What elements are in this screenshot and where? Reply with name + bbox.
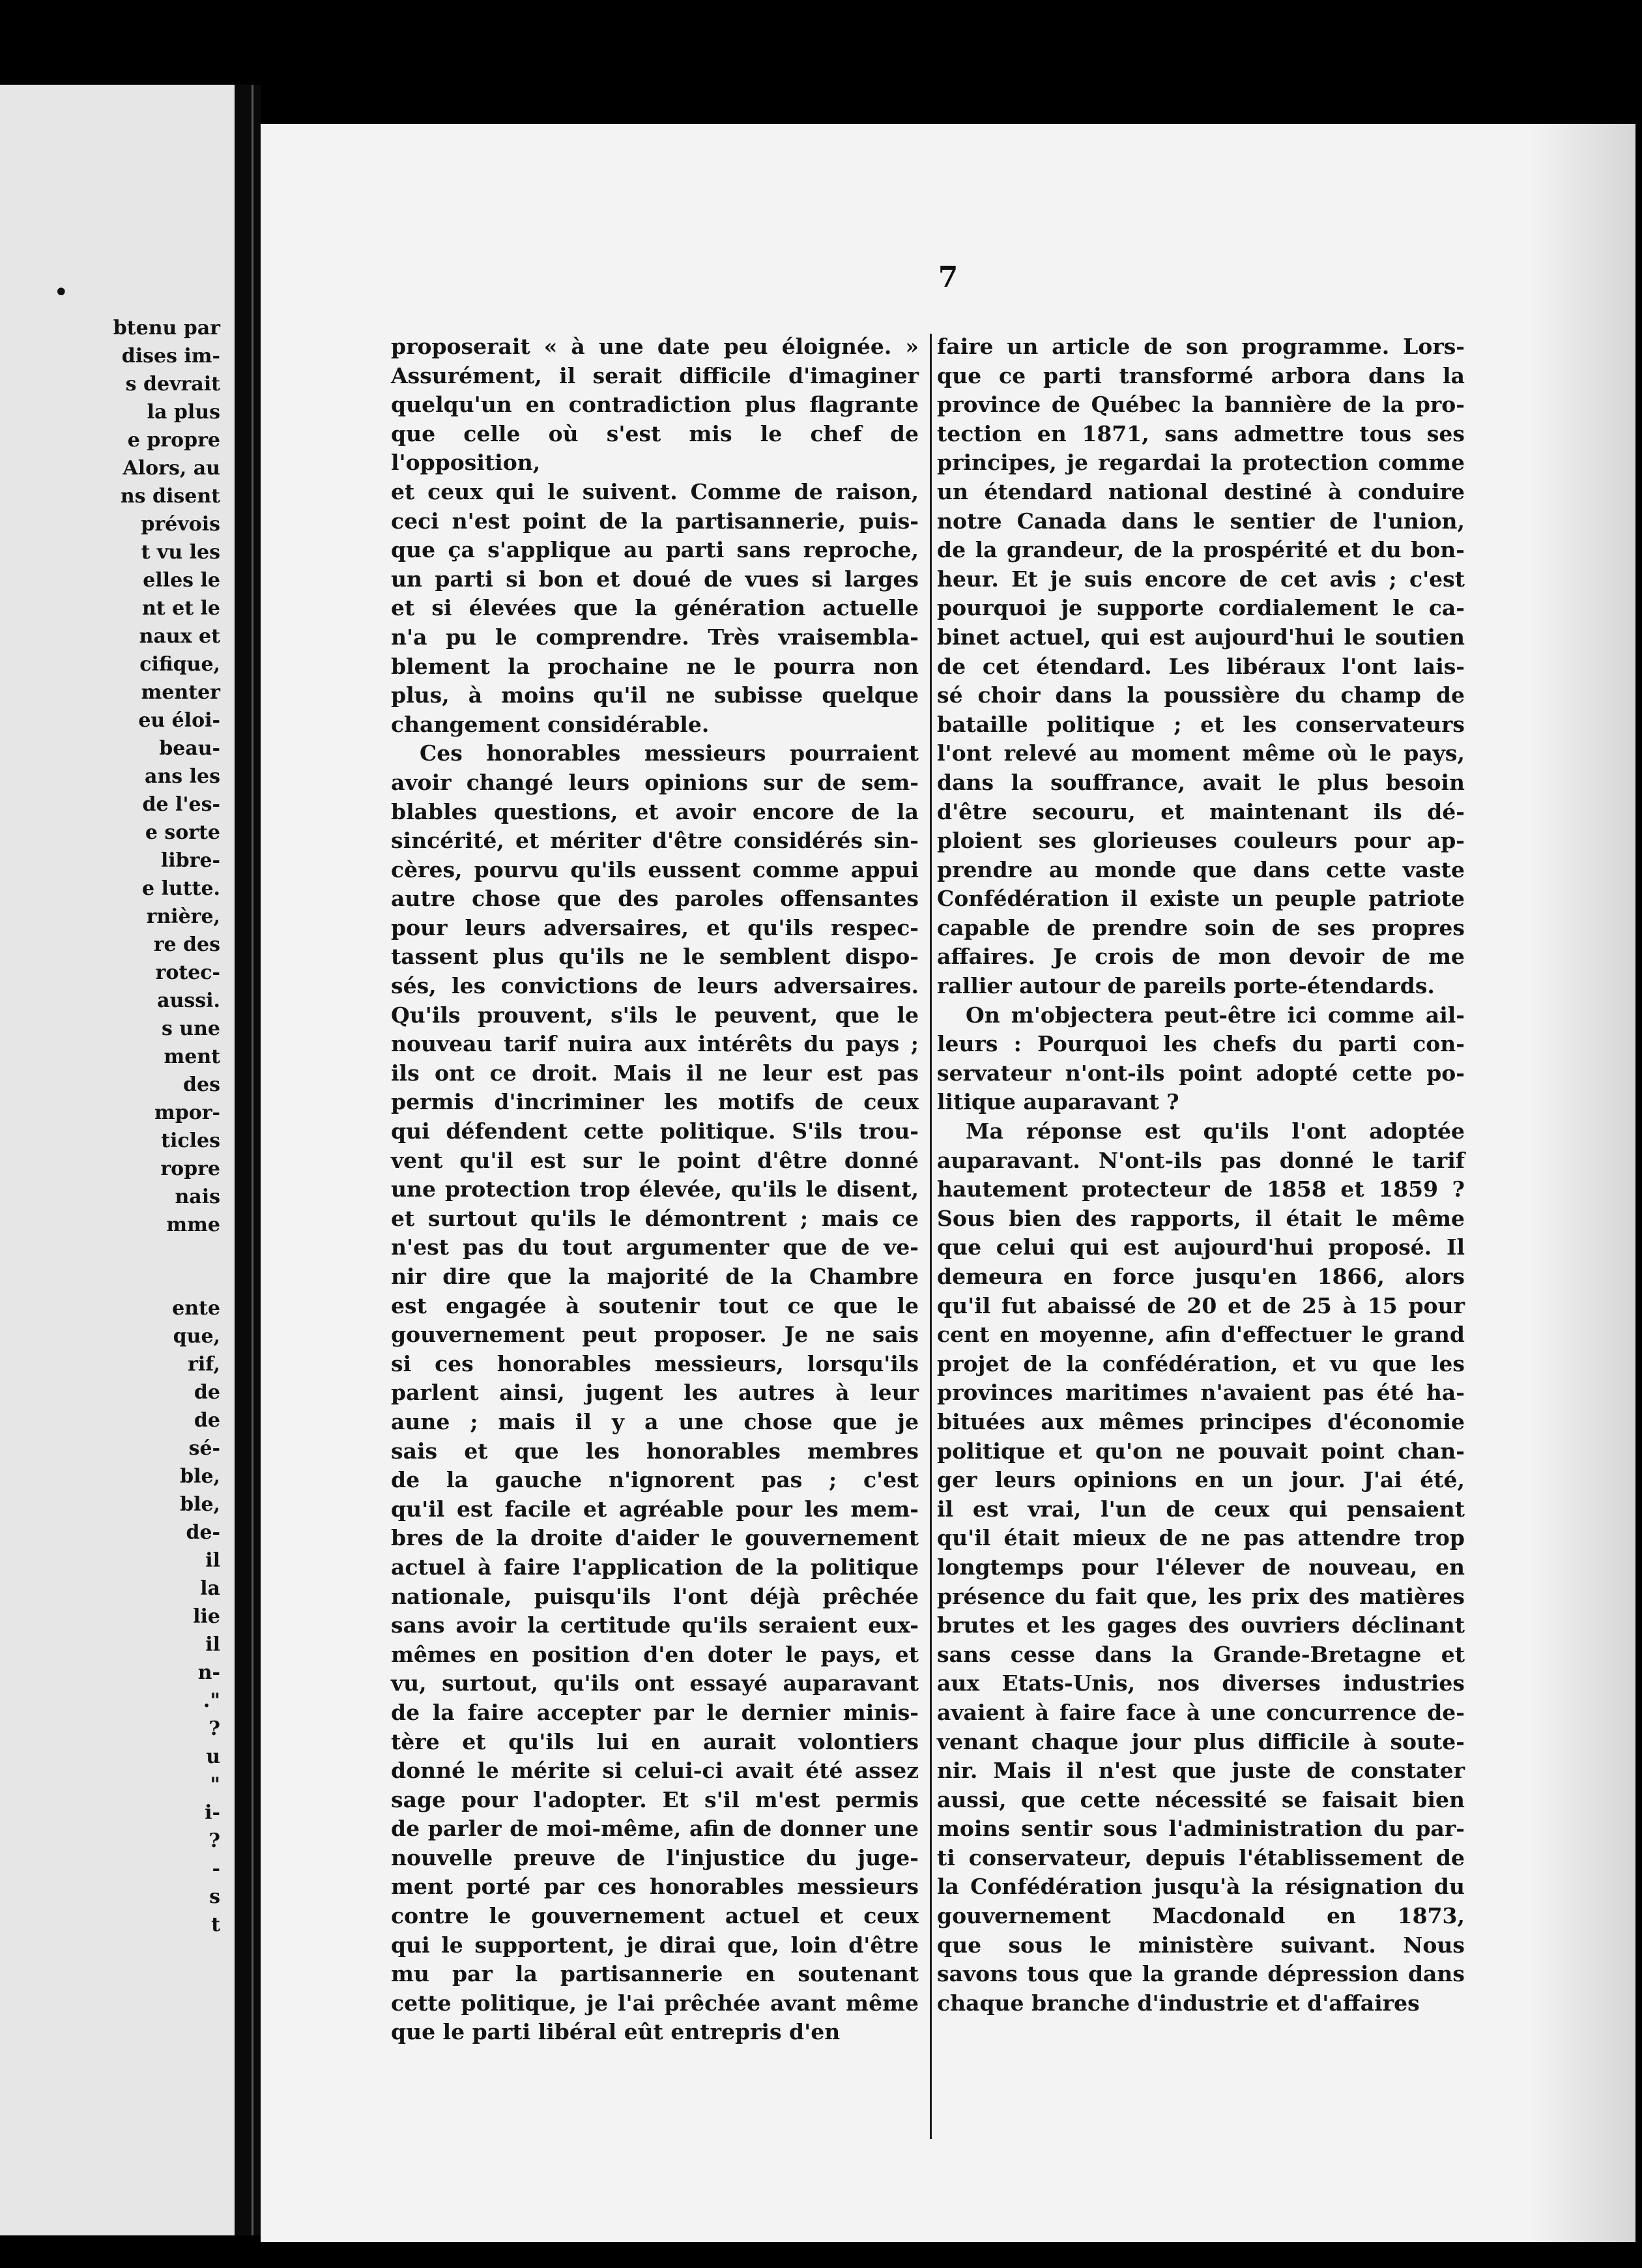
- text-line: de cet étendard. Les libéraux l'ont lais-: [937, 653, 1465, 679]
- text-line: blables questions, et avoir encore de la: [391, 798, 919, 824]
- text-line: pour leurs adversaires, et qu'ils respec-: [391, 914, 919, 940]
- text-line: nir. Mais il n'est que juste de constater: [937, 1758, 1465, 1784]
- text-line: affaires. Je crois de mon devoir de me: [937, 944, 1465, 970]
- text-line: de la grandeur, de la prospérité et du bon-: [937, 537, 1465, 563]
- facing-page-line: de: [194, 1381, 220, 1404]
- text-line: faire un article de son programme. Lors-: [937, 334, 1465, 359]
- text-line: Sous bien des rapports, il était le même: [937, 1205, 1465, 1231]
- text-line: savons tous que la grande dépression dans: [937, 1961, 1465, 1987]
- text-line: heur. Et je suis encore de cet avis ; c'est: [937, 566, 1465, 592]
- facing-page-text-top: [113, 314, 220, 1239]
- facing-page-line: ropre: [160, 1157, 220, 1180]
- text-line: binet actuel, qui est aujourd'hui le soutien: [937, 624, 1465, 650]
- text-line: ti conservateur, depuis l'établissement de: [937, 1844, 1465, 1870]
- text-line: litique auparavant ?: [937, 1089, 1179, 1115]
- facing-page-line: e propre: [127, 429, 220, 452]
- text-line: blement la prochaine ne le pourra non: [391, 653, 919, 679]
- text-line: n'a pu le comprendre. Très vraisembla-: [391, 624, 919, 650]
- text-line: Qu'ils prouvent, s'ils le peuvent, que le: [391, 1002, 919, 1028]
- text-line: nationale, puisqu'ils l'ont déjà prêchée: [391, 1583, 919, 1609]
- page-number: 7: [938, 261, 958, 294]
- facing-page-line: que,: [173, 1325, 220, 1348]
- text-line: politique et qu'on ne pouvait point chan-: [937, 1438, 1465, 1464]
- page-shadow: [1531, 124, 1635, 2242]
- facing-page-line: ?: [209, 1717, 220, 1740]
- facing-page-line: s: [209, 1885, 220, 1908]
- text-line: mêmes en position d'en doter le pays, et: [391, 1641, 919, 1667]
- facing-page-line: dises im-: [121, 345, 220, 368]
- text-line: avoir changé leurs opinions sur de sem-: [391, 769, 919, 795]
- facing-page-line: il: [205, 1549, 220, 1572]
- facing-page-line: btenu par: [113, 317, 220, 340]
- text-line: quelqu'un en contradiction plus flagrante: [391, 392, 919, 418]
- text-line: un parti si bon et doué de vues si larges: [391, 566, 919, 592]
- facing-page-line: eu éloi-: [138, 709, 220, 732]
- text-line: pourquoi je supporte cordialement le ca-: [937, 595, 1465, 621]
- text-line: Ces honorables messieurs pourraient: [420, 740, 919, 766]
- text-line: plus, à moins qu'il ne subisse quelque: [391, 682, 919, 708]
- facing-page-line: Alors, au: [122, 457, 220, 480]
- facing-page-line: de l'es-: [142, 793, 220, 816]
- facing-page-line: cifique,: [139, 653, 220, 676]
- text-line: qu'il fut abaissé de 20 et de 25 à 15 pour: [937, 1292, 1465, 1318]
- facing-page-line: rif,: [188, 1353, 220, 1376]
- text-line: ils ont ce droit. Mais il ne leur est pas: [391, 1060, 919, 1086]
- text-line: et surtout qu'ils le démontrent ; mais ce: [391, 1205, 919, 1231]
- gutter-edge: [252, 85, 253, 2235]
- facing-page-fragment: [0, 85, 235, 2235]
- facing-page-line: rnière,: [146, 905, 220, 928]
- facing-page-line: de: [194, 1409, 220, 1432]
- text-line: notre Canada dans le sentier de l'union,: [937, 508, 1465, 534]
- text-line: que le parti libéral eût entrepris d'en: [391, 2019, 841, 2045]
- text-line: vu, surtout, qu'ils ont essayé auparavant: [391, 1670, 919, 1696]
- text-line: vent qu'il est sur le point d'être donné: [391, 1147, 919, 1173]
- text-line: que celui qui est aujourd'hui proposé. Il: [937, 1234, 1465, 1260]
- text-line: sé choir dans la poussière du champ de: [937, 682, 1465, 708]
- text-line: ceci n'est point de la partisannerie, puis-: [391, 508, 919, 534]
- right-column: [937, 332, 1465, 2018]
- facing-page-text-bottom: [172, 1294, 220, 1939]
- facing-page-line: menter: [141, 681, 220, 704]
- left-column: [391, 332, 919, 2047]
- text-line: n'est pas du tout argumenter que de ve-: [391, 1234, 919, 1260]
- text-line: si ces honorables messieurs, lorsqu'ils: [391, 1350, 919, 1376]
- facing-page-line: il: [205, 1633, 220, 1656]
- facing-page-line: ": [210, 1773, 220, 1796]
- facing-page-line: t vu les: [141, 541, 220, 564]
- binding-gutter: [235, 85, 261, 2235]
- text-line: cent en moyenne, afin d'effectuer le grand: [937, 1322, 1465, 1348]
- text-line: sés, les convictions de leurs adversaires.: [391, 973, 919, 999]
- text-line: de parler de moi-même, afin de donner une: [391, 1816, 919, 1842]
- text-line: Assurément, il serait difficile d'imaginer: [391, 362, 919, 388]
- facing-page-line: sé-: [188, 1437, 220, 1460]
- facing-page-line: -: [212, 1857, 220, 1880]
- text-line: et ceux qui le suivent. Comme de raison,: [391, 478, 919, 504]
- facing-page-line: ans les: [145, 765, 220, 788]
- text-line: ment porté par ces honorables messieurs: [391, 1874, 919, 1900]
- facing-page-line: libre-: [160, 849, 220, 872]
- facing-page-line: nt et le: [142, 597, 220, 620]
- facing-page-line: rotec-: [155, 961, 220, 984]
- text-line: sans avoir la certitude qu'ils seraient eux-: [391, 1612, 919, 1638]
- facing-page-line: lie: [193, 1605, 220, 1628]
- facing-page-bullet: •: [53, 278, 69, 308]
- text-line: chaque branche d'industrie et d'affaires: [937, 1990, 1420, 2016]
- facing-page-line: la plus: [147, 401, 220, 424]
- text-line: bataille politique ; et les conservateurs: [937, 711, 1465, 737]
- text-line: On m'objectera peut-être ici comme ail-: [966, 1002, 1465, 1028]
- text-line: parlent ainsi, jugent les autres à leur: [391, 1380, 919, 1406]
- text-line: nouvelle preuve de l'injustice du juge-: [391, 1844, 919, 1870]
- text-line: que ça s'applique au parti sans reproche,: [391, 537, 919, 563]
- text-line: gouvernement Macdonald en 1873,: [937, 1903, 1465, 1929]
- text-line: ger leurs opinions en un jour. J'ai été,: [937, 1467, 1465, 1493]
- text-line: rallier autour de pareils porte-étendards.: [937, 973, 1435, 999]
- facing-page-line: prévois: [141, 513, 220, 536]
- text-line: Confédération il existe un peuple patriote: [937, 886, 1465, 912]
- text-line: aussi, que cette nécessité se faisait bien: [937, 1786, 1465, 1812]
- text-line: une protection trop élevée, qu'ils le disent,: [391, 1176, 919, 1202]
- text-line: proposerait « à une date peu éloignée. »: [391, 334, 919, 359]
- text-line: prendre au monde que dans cette vaste: [937, 856, 1465, 882]
- text-line: permis d'incriminer les motifs de ceux: [391, 1089, 919, 1115]
- facing-page-line: naux et: [139, 625, 220, 648]
- text-line: demeura en force jusqu'en 1866, alors: [937, 1264, 1465, 1289]
- text-line: brutes et les gages des ouvriers déclinant: [937, 1612, 1465, 1638]
- text-line: aux Etats-Unis, nos diverses industries: [937, 1670, 1465, 1696]
- column-rule: [930, 334, 932, 2139]
- text-line: projet de la confédération, et vu que les: [937, 1350, 1465, 1376]
- text-line: changement considérable.: [391, 711, 710, 737]
- facing-page-line: re des: [153, 933, 220, 956]
- text-line: longtemps pour l'élever de nouveau, en: [937, 1554, 1465, 1580]
- facing-page-line: e lutte.: [142, 877, 220, 900]
- facing-page-line: ns disent: [120, 485, 220, 508]
- facing-page-line: nais: [175, 1185, 220, 1208]
- text-line: provinces maritimes n'avaient pas été ha-: [937, 1380, 1465, 1406]
- text-line: la Confédération jusqu'à la résignation du: [937, 1874, 1465, 1900]
- text-line: qui le supportent, je dirai que, loin d'être: [391, 1932, 919, 1958]
- text-line: auparavant. N'ont-ils pas donné le tarif: [937, 1147, 1465, 1173]
- facing-page-line: ente: [172, 1297, 220, 1320]
- facing-page-line: t: [211, 1913, 220, 1936]
- facing-page-line: mme: [166, 1214, 220, 1236]
- facing-page-line: ticles: [161, 1129, 220, 1152]
- facing-page-line: de-: [186, 1521, 220, 1544]
- facing-page-line: la: [200, 1577, 220, 1600]
- facing-page-line: ?: [209, 1829, 220, 1852]
- text-line: tère et qu'ils lui en aurait volontiers: [391, 1728, 919, 1754]
- text-line: province de Québec la bannière de la pro-: [937, 392, 1465, 418]
- text-line: cères, pourvu qu'ils eussent comme appui: [391, 856, 919, 882]
- text-line: l'ont relevé au moment même où le pays,: [937, 740, 1465, 766]
- text-line: de la faire accepter par le dernier minis-: [391, 1699, 919, 1725]
- text-line: est engagée à soutenir tout ce que le: [391, 1292, 919, 1318]
- text-line: que ce parti transformé arbora dans la: [937, 362, 1465, 388]
- facing-page-line: des: [183, 1073, 220, 1096]
- text-line: d'être secouru, et maintenant ils dé-: [937, 798, 1465, 824]
- facing-page-line: mpor-: [154, 1101, 220, 1124]
- text-line: bituées aux mêmes principes d'économie: [937, 1408, 1465, 1434]
- text-line: un étendard national destiné à conduire: [937, 478, 1465, 504]
- text-line: autre chose que des paroles offensantes: [391, 886, 919, 912]
- text-line: aune ; mais il y a une chose que je: [391, 1408, 919, 1434]
- facing-page-line: aussi.: [157, 989, 220, 1012]
- text-line: hautement protecteur de 1858 et 1859 ?: [937, 1176, 1465, 1202]
- text-line: bres de la droite d'aider le gouvernement: [391, 1525, 919, 1551]
- facing-page-line: elles le: [143, 569, 220, 592]
- facing-page-line: s une: [161, 1017, 220, 1040]
- text-line: il est vrai, l'un de ceux qui pensaient: [937, 1496, 1465, 1522]
- text-line: sais et que les honorables membres: [391, 1438, 919, 1464]
- text-line: tassent plus qu'ils ne le semblent dispo-: [391, 944, 919, 970]
- text-line: principes, je regardai la protection comme: [937, 450, 1465, 476]
- text-line: sans cesse dans la Grande-Bretagne et: [937, 1641, 1465, 1667]
- facing-page-line: n-: [197, 1661, 220, 1684]
- facing-page-line: e sorte: [145, 821, 220, 844]
- text-line: qu'il est facile et agréable pour les mem-: [391, 1496, 919, 1522]
- facing-page-line: u: [206, 1745, 220, 1768]
- text-line: nir dire que la majorité de la Chambre: [391, 1264, 919, 1289]
- page: [261, 124, 1635, 2242]
- facing-page-line: ble,: [180, 1465, 220, 1488]
- text-line: capable de prendre soin de ses propres: [937, 914, 1465, 940]
- text-line: mu par la partisannerie en soutenant: [391, 1961, 919, 1987]
- text-line: sincérité, et mériter d'être considérés sin-: [391, 828, 919, 854]
- text-line: cette politique, je l'ai prêchée avant même: [391, 1990, 919, 2016]
- text-line: qui défendent cette politique. S'ils trou-: [391, 1118, 919, 1144]
- text-line: et si élevées que la génération actuelle: [391, 595, 919, 621]
- text-line: avaient à faire face à une concurrence de-: [937, 1699, 1465, 1725]
- text-line: de la gauche n'ignorent pas ; c'est: [391, 1467, 919, 1493]
- text-line: que celle où s'est mis le chef de l'opposition,: [391, 420, 919, 476]
- text-line: donné le mérite si celui-ci avait été assez: [391, 1758, 919, 1784]
- text-line: qu'il était mieux de ne pas attendre trop: [937, 1525, 1465, 1551]
- text-line: dans la souffrance, avait le plus besoin: [937, 769, 1465, 795]
- text-line: servateur n'ont-ils point adopté cette po-: [937, 1060, 1465, 1086]
- text-line: moins sentir sous l'administration du par-: [937, 1816, 1465, 1842]
- text-line: contre le gouvernement actuel et ceux: [391, 1903, 919, 1929]
- facing-page-line: ment: [164, 1045, 220, 1068]
- text-line: présence du fait que, les prix des matières: [937, 1583, 1465, 1609]
- facing-page-line: .": [203, 1689, 220, 1712]
- text-line: actuel à faire l'application de la politique: [391, 1554, 919, 1580]
- text-line: sage pour l'adopter. Et s'il m'est permis: [391, 1786, 919, 1812]
- facing-page-line: ble,: [180, 1493, 220, 1516]
- text-line: leurs : Pourquoi les chefs du parti con-: [937, 1031, 1465, 1057]
- text-line: ploient ses glorieuses couleurs pour ap-: [937, 828, 1465, 854]
- text-line: gouvernement peut proposer. Je ne sais: [391, 1322, 919, 1348]
- text-line: venant chaque jour plus difficile à soute-: [937, 1728, 1465, 1754]
- text-line: que sous le ministère suivant. Nous: [937, 1932, 1465, 1958]
- facing-page-line: i-: [205, 1801, 220, 1824]
- facing-page-line: s devrait: [125, 373, 220, 396]
- facing-page-line: beau-: [159, 737, 220, 760]
- text-line: tection en 1871, sans admettre tous ses: [937, 420, 1465, 446]
- text-line: Ma réponse est qu'ils l'ont adoptée: [966, 1118, 1465, 1144]
- text-line: nouveau tarif nuira aux intérêts du pays ;: [391, 1031, 919, 1057]
